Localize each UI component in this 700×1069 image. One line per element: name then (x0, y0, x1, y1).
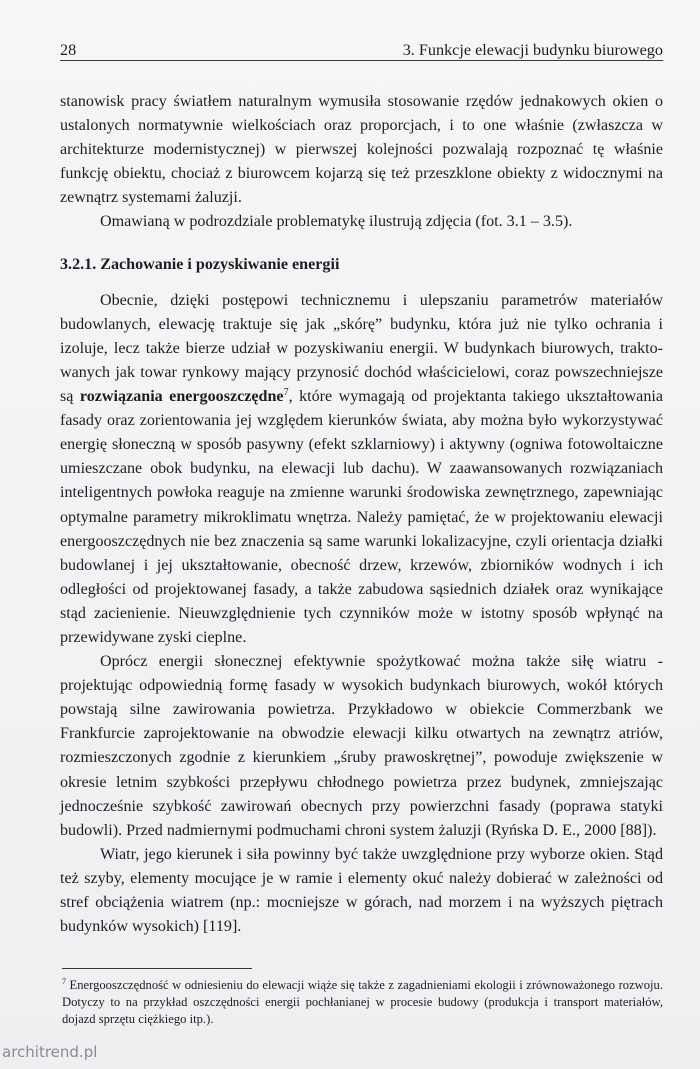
bold-term: rozwiązania energooszczędne (79, 388, 284, 406)
paragraph: Oprócz energii słonecznej efektywnie spożytkować można także siłę wiatru - projektując odpowiednią formę fasady w wysokich budynkach biurowych, wokół których powstają silne zawirowania powietrza. Przykładowo w obiekcie Commerzbank we Frankfurcie zaprojektowanie na obwodzie elewacji kilku otwartych na zewnątrz atriów, rozmieszczonych zgodnie z kierunkiem „śruby prawoskrętnej”, powoduje zwiększenie w okresie letnim szybkości przepływu chłodnego powietrza przez budynek, zmniejszając jednocześnie szybkość zawirowań obecnych przy powierzchni fasady (poprawa statyki budowli). Przed nadmiernymi podmuchami chroni system żaluzji (Ryńska D. E., 2000 [88]). (60, 653, 663, 839)
paragraph: stanowisk pracy światłem naturalnym wymusiła stosowanie rzędów jednakowych okien o ustalonych normatywnie wielkościach oraz proporcjach, i to one właśnie (zwłaszcza w architekturze modernistycznej) w pierwszej kolejności pozwalają rozpoznać tę właśnie funkcję obiektu, chociaż z biurowcem kojarzą się też przeszklone obiekty z widocznymi na zewnątrz systemami żaluzji. (60, 93, 663, 207)
page-number: 28 (60, 41, 77, 59)
footnote-text: Energooszczędność w odniesieniu do elewacji wiąże się także z zagadnieniami ekologii i zrównoważonego rozwoju. Dotyczy to na przykład oszczędności energii pochłanianej w procesie budowy (produkcja i transport materiałów, dojazd sprzętu ciężkiego itp.). (62, 978, 664, 1026)
paragraph-text: Obecnie, dzięki postępowi technicznemu i ulepszaniu parametrów materiałów budowlanych, elewację traktuje się jak „skórę” budynku, która już nie tylko ochrania i izoluje, lecz także bierze udział w pozyskiwaniu energii. W budynkach biurowych, traktowanych jak towar rynkowy mający przynosić dochód właścicielowi, coraz powszechniejsze są (60, 291, 663, 406)
paragraph (60, 289, 663, 650)
footnote-separator (62, 968, 252, 969)
paragraph: Wiatr, jego kierunek i siła powinny być także uwzględnione przy wyborze okien. Stąd też szyby, elementy mocujące je w ramie i elementy okuć należy dobierać w zależności od stref obciążenia wiatrem (np.: mocniejsze w górach, nad morzem i na wyższych piętrach budynków wysokich) [119]. (60, 845, 663, 936)
paragraph: Omawianą w podrozdziale problematykę ilustrują zdjęcia (fot. 3.1 – 3.5). (100, 213, 573, 231)
footnote-marker: 7 (62, 977, 66, 986)
footnote (62, 977, 663, 1028)
running-header (60, 40, 663, 61)
paragraph-text: , które wymagają od projektanta takiego ukształtowania fasady oraz zorientowania jej względem kierunków świata, aby można było wykorzystywać energię słoneczną w sposób pasywny (efekt szklarniowy) i aktywny (ogniwa fotowoltaiczne umieszczane obok budynku, na elewacji lub dachu). W zaawansowanych rozwiązaniach inteligentnych powłoka reaguje na zmienne warunki środowiska zewnętrznego, zapewniając optymalne parametry mikroklimatu wnętrza. Należy pamiętać, że w projektowaniu elewacji energooszczędnych nie bez znaczenia są same warunki lokalizacyjne, czyli orientacja działki budowlanej i jej ukształtowanie, obecność drzew, krzewów, zbiorników wodnych i ich odległości od projektowanej fasady, a także zabudowa sąsiednich działek oraz wynikające stąd zacienienie. Nieuwzględnienie tych czynników może w istotny sposób wpłynąć na przewidywane zyski cieplne. (60, 388, 663, 646)
chapter-title: 3. Funkcje elewacji budynku biurowego (402, 41, 663, 59)
footnote-reference[interactable]: 7 (283, 387, 289, 399)
watermark: architrend.pl (2, 1043, 98, 1061)
body-text (60, 90, 663, 939)
section-heading: 3.2.1. Zachowanie i pozyskiwanie energii (60, 255, 340, 273)
